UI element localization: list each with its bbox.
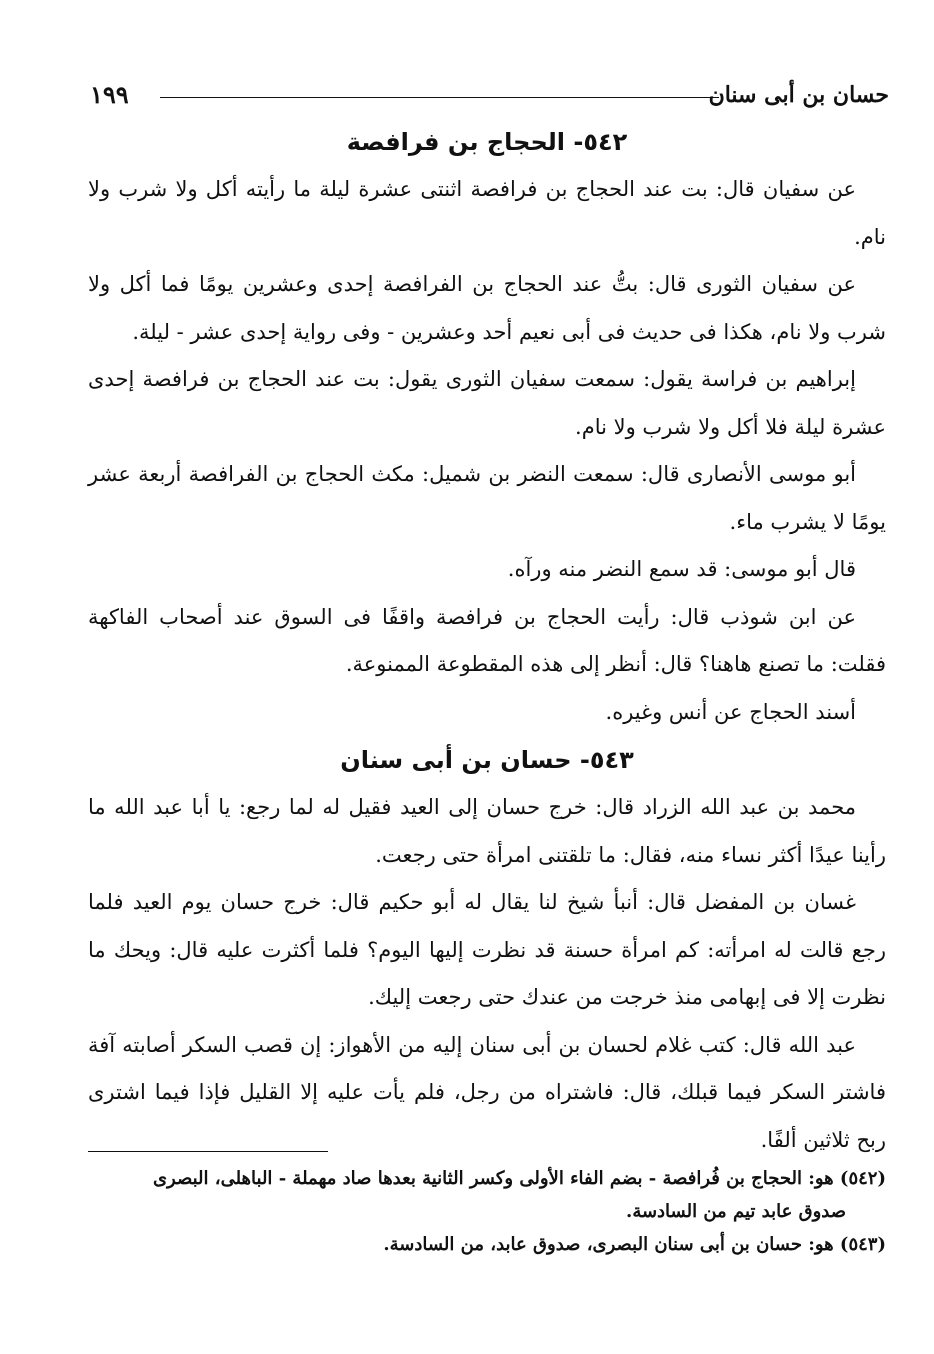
paragraph: قال أبو موسى: قد سمع النضر منه ورآه. xyxy=(507,557,856,581)
paragraph: غسان بن المفضل قال: أنبأ شيخ لنا يقال له أبو حكيم قال: خرج حسان يوم العيد فلما رجع قالت له امرأته: كم امرأة حسنة قد نظرت إليها اليوم؟ فلما أكثرت عليه قال: ويحك ما نظرت إلا فى إبهامى منذ خرجت من عندك حتى رجعت إليك. xyxy=(88,890,886,1009)
paragraph: إبراهيم بن فراسة يقول: سمعت سفيان الثورى يقول: بت عند الحجاج بن فرافصة إحدى عشرة ليلة فلا أكل ولا شرب ولا نام. xyxy=(88,367,886,439)
paragraph: عبد الله قال: كتب غلام لحسان بن أبى سنان إليه من الأهواز: إن قصب السكر أصابته آفة فاشتر السكر فيما قبلك، قال: فاشتراه من رجل، فلم يأت عليه إلا القليل فإذا فيما اشترى ربح ثلاثين ألفًا. xyxy=(88,1032,886,1152)
footnote: (٥٤٢) هو: الحجاج بن فُرافصة - بضم الفاء الأولى وكسر الثانية بعدها صاد مهملة - الباهلى، البصرى xyxy=(152,1168,886,1189)
running-header xyxy=(90,80,889,114)
entry-heading: ٥٤٢- الحجاج بن فرافصة xyxy=(346,128,628,156)
footnotes xyxy=(88,1162,886,1261)
footnote: (٥٤٣) هو: حسان بن أبى سنان البصرى، صدوق عابد، من السادسة. xyxy=(383,1234,886,1255)
paragraph: عن سفيان الثورى قال: بتُّ عند الحجاج بن الفرافصة إحدى وعشرين يومًا فما أكل ولا شرب ولا نام، هكذا فى حديث فى أبى نعيم أحد وعشرين - وفى رواية إحدى عشر - ليلة. xyxy=(88,272,886,344)
entry-heading: ٥٤٣- حسان بن أبى سنان xyxy=(340,746,634,774)
footnote-continuation: صدوق عابد تيم من السادسة. xyxy=(626,1201,846,1222)
running-title: حسان بن أبى سنان xyxy=(708,82,889,108)
header-rule xyxy=(160,97,719,98)
body-text xyxy=(88,118,886,1164)
footnote-rule xyxy=(88,1151,328,1152)
page-number: ١٩٩ xyxy=(90,80,129,109)
paragraph: محمد بن عبد الله الزراد قال: خرج حسان إلى العيد فقيل له لما رجع: يا أبا عبد الله ما رأينا عيدًا أكثر نساء منه، فقال: ما تلقتنى امرأة حتى رجعت. xyxy=(88,795,886,867)
paragraph: عن ابن شوذب قال: رأيت الحجاج بن فرافصة واقفًا فى السوق عند أصحاب الفاكهة فقلت: ما تصنع هاهنا؟ قال: أنظر إلى هذه المقطوعة الممنوعة. xyxy=(88,604,886,676)
paragraph: عن سفيان قال: بت عند الحجاج بن فرافصة اثنتى عشرة ليلة ما رأيته أكل ولا شرب ولا نام. xyxy=(88,177,886,249)
paragraph: أسند الحجاج عن أنس وغيره. xyxy=(605,699,856,724)
paragraph: أبو موسى الأنصارى قال: سمعت النضر بن شميل: مكث الحجاج بن الفرافصة أربعة عشر يومًا لا يشرب ماء. xyxy=(88,462,886,534)
